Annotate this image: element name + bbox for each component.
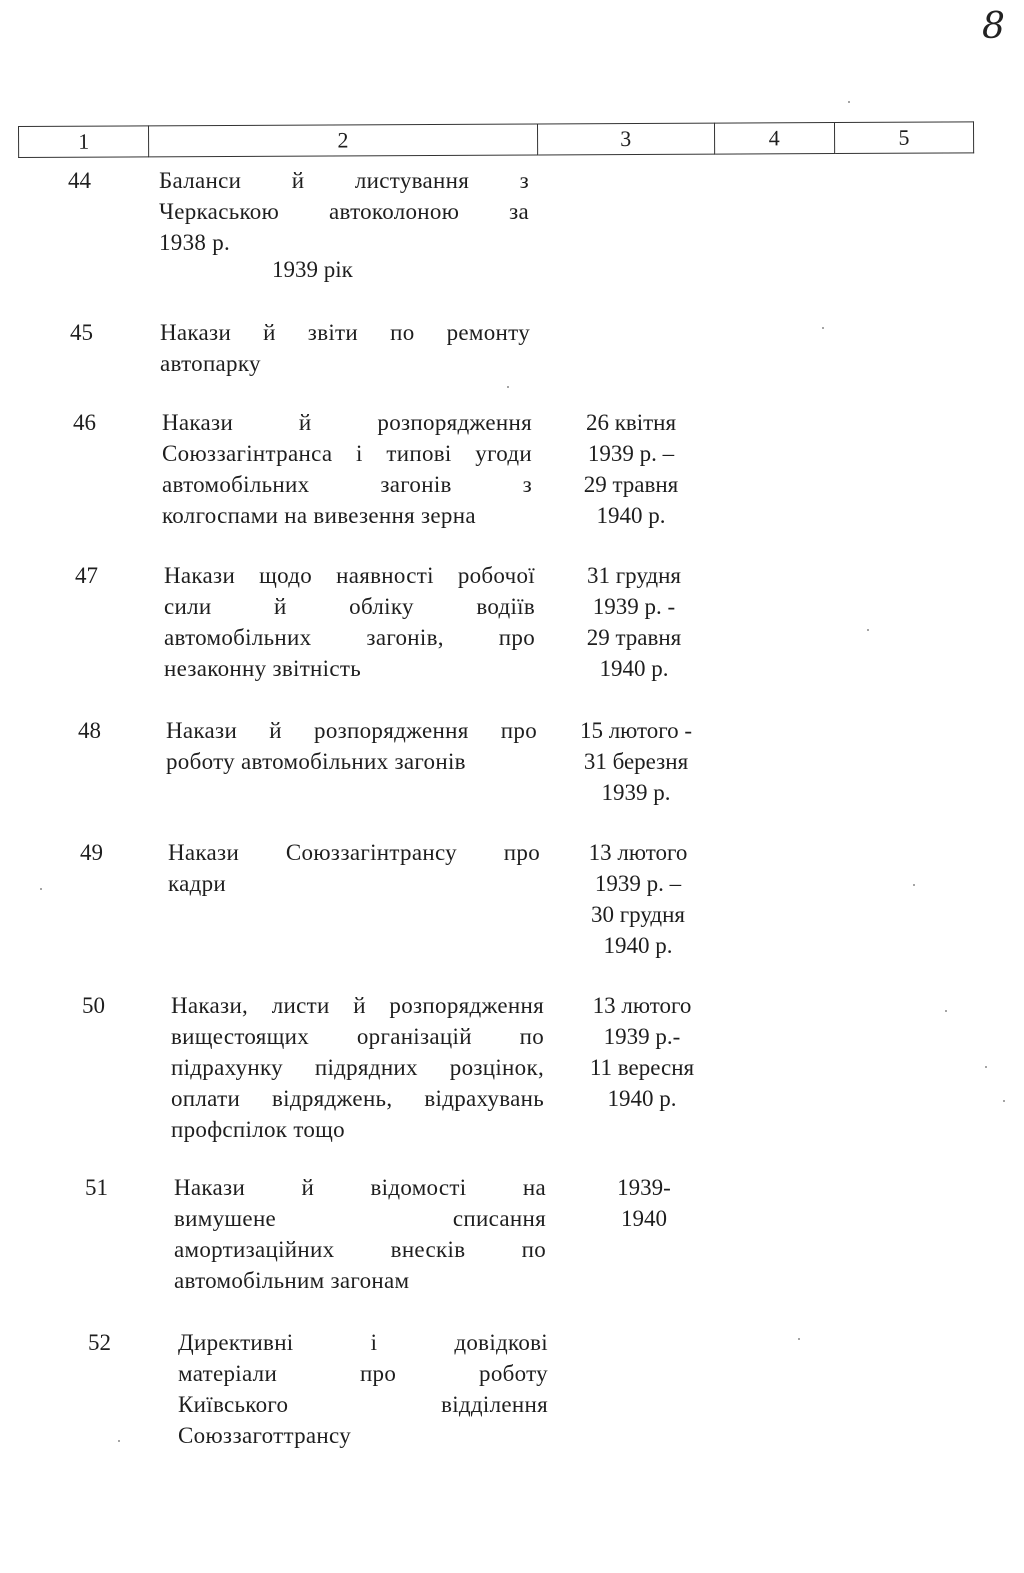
column-header-3: 3 xyxy=(537,123,714,155)
entry-title-line: підрахунку підрядних розцінок, xyxy=(171,1055,544,1080)
entry-number: 49 xyxy=(80,840,103,865)
column-header-1: 1 xyxy=(19,126,149,158)
entry-dates xyxy=(566,563,702,687)
entry-date-line: 1939 р. – xyxy=(587,441,675,466)
entry-date-line: 1940 р. xyxy=(596,503,666,528)
page-number: 8 xyxy=(982,6,1005,47)
entry-date-line: 13 лютого xyxy=(592,993,692,1018)
entry-title xyxy=(160,320,530,382)
entry-date-line: 26 квітня xyxy=(585,410,677,435)
entry-title-line: Накази, листи й розпорядження xyxy=(171,993,544,1018)
entry-number: 52 xyxy=(88,1330,111,1355)
entry-title xyxy=(166,718,537,780)
entry-date-line: 15 лютого - xyxy=(579,718,693,743)
entry-title-line: Баланси й листування з xyxy=(159,168,529,193)
entry-dates xyxy=(570,840,706,964)
entry-title-line: автопарку xyxy=(160,351,261,376)
entry-number: 47 xyxy=(75,563,98,588)
entry-title-line: Накази Союззагінтрансу про xyxy=(168,840,540,865)
entry-title-line: Накази щодо наявності робочої xyxy=(164,563,535,588)
entry-title-line: 1938 р. xyxy=(159,230,231,255)
entry-number: 51 xyxy=(85,1175,108,1200)
entry-date-line: 30 грудня xyxy=(590,902,686,927)
entry-title xyxy=(168,840,540,902)
entry-title xyxy=(178,1330,548,1454)
entry-title-line: незаконну звітність xyxy=(164,656,361,681)
entry-title-line: Накази й розпорядження про xyxy=(166,718,537,743)
entry-title-line: Київського відділення xyxy=(178,1392,548,1417)
entry-title-line: кадри xyxy=(168,871,227,896)
entry-title-line: профспілок тощо xyxy=(171,1117,345,1142)
entry-title xyxy=(159,168,529,261)
entry-date-line: 1939 р. - xyxy=(592,594,676,619)
entry-date-line: 31 грудня xyxy=(586,563,682,588)
entry-date-line: 1939 р. – xyxy=(594,871,682,896)
entry-date-line: 29 травня xyxy=(583,472,679,497)
entry-date-line: 31 березня xyxy=(583,749,689,774)
column-header-2: 2 xyxy=(149,124,538,157)
entry-title-line: колгоспами на вивезення зерна xyxy=(162,503,476,528)
entry-title-line: Союззаготтрансу xyxy=(178,1423,352,1448)
entry-title-line: вищестоящих організацій по xyxy=(171,1024,544,1049)
entry-title-line: оплати відряджень, відрахувань xyxy=(171,1086,544,1111)
entry-dates xyxy=(576,1175,712,1237)
entry-number: 46 xyxy=(73,410,96,435)
entry-title-line: сили й обліку водіїв xyxy=(164,594,535,619)
entry-date-line: 1939 р. xyxy=(601,780,671,805)
entry-title xyxy=(164,563,535,687)
entry-title-line: роботу автомобільних загонів xyxy=(166,749,466,774)
entry-title-line: матеріали про роботу xyxy=(178,1361,548,1386)
entry-title-line: Накази й звіти по ремонту xyxy=(160,320,530,345)
entry-date-line: 1939- xyxy=(617,1175,671,1200)
entry-title-line: вимушене списання xyxy=(174,1206,546,1231)
entry-title-line: Накази й розпорядження xyxy=(162,410,532,435)
year-subheading: 1939 рік xyxy=(272,257,353,282)
entry-title-line: автомобільних загонів з xyxy=(162,472,532,497)
entry-date-line: 1940 р. xyxy=(607,1086,677,1111)
entry-title-line: Черкаською автоколоною за xyxy=(159,199,529,224)
entry-title-line: Союззагінтранса і типові угоди xyxy=(162,441,532,466)
entry-dates xyxy=(568,718,704,811)
entry-date-line: 1940 р. xyxy=(599,656,669,681)
entry-title-line: автомобільним загонам xyxy=(174,1268,410,1293)
entry-number: 50 xyxy=(82,993,105,1018)
entry-date-line: 1940 р. xyxy=(603,933,673,958)
entry-date-line: 1940 xyxy=(621,1206,667,1231)
entry-title xyxy=(171,993,544,1148)
entry-title-line: Директивні і довідкові xyxy=(178,1330,548,1355)
column-header-row xyxy=(18,121,974,158)
entry-number: 48 xyxy=(78,718,101,743)
entry-title-line: амортизаційних внесків по xyxy=(174,1237,546,1262)
entry-title xyxy=(174,1175,546,1299)
entry-date-line: 11 вересня xyxy=(589,1055,695,1080)
entry-number: 45 xyxy=(70,320,93,345)
column-header-5: 5 xyxy=(834,122,973,154)
entry-dates xyxy=(574,993,710,1117)
entry-title-line: Накази й відомості на xyxy=(174,1175,546,1200)
entry-dates xyxy=(563,410,699,534)
entry-title-line: автомобільних загонів, про xyxy=(164,625,535,650)
column-header-4: 4 xyxy=(714,123,834,155)
entry-number: 44 xyxy=(68,168,91,193)
entry-date-line: 29 травня xyxy=(586,625,682,650)
entry-title xyxy=(162,410,532,534)
entry-date-line: 1939 р.- xyxy=(603,1024,681,1049)
entry-date-line: 13 лютого xyxy=(588,840,688,865)
